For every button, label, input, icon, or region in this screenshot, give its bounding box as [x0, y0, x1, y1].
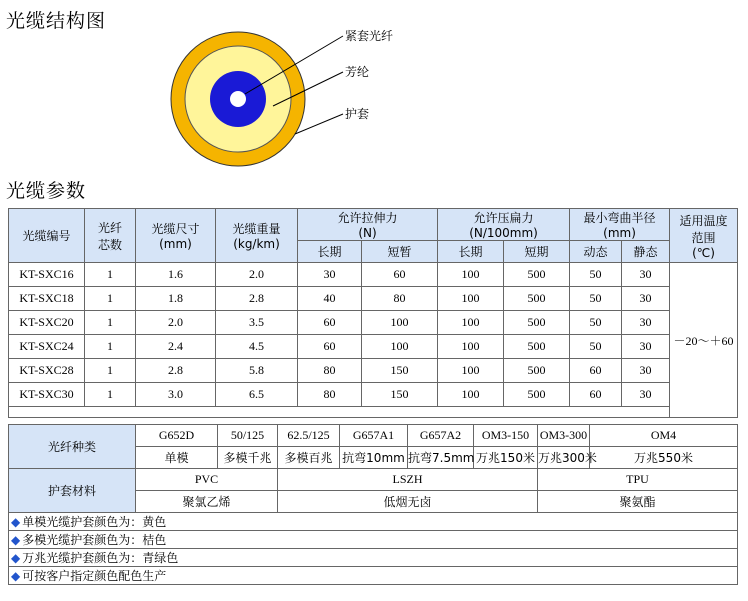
spec-table	[8, 208, 738, 418]
table-row: KT-SXC16 1 1.6 2.0 30 60 100 500 50 30 －20～＋60	[9, 263, 738, 287]
cable-structure-diagram	[165, 26, 425, 176]
header-size: 光缆尺寸 (mm)	[136, 209, 216, 263]
fiber-type-label: 光纤种类	[9, 425, 136, 469]
subheader-crush-short: 短期	[504, 241, 570, 263]
subheader-bend-static: 静态	[622, 241, 670, 263]
header-weight: 光缆重量 (kg/km)	[216, 209, 298, 263]
header-cores: 光纤 芯数	[85, 209, 136, 263]
fiber-core	[230, 91, 246, 107]
label-jacket: 护套	[345, 107, 370, 121]
jacket-material-label: 护套材料	[9, 469, 136, 513]
spacer-row	[9, 407, 738, 418]
table-row: KT-SXC20 1 2.0 3.5 60 100 100 500 50 30	[9, 311, 738, 335]
subheader-tensile-long: 长期	[298, 241, 362, 263]
table-row: KT-SXC24 1 2.4 4.5 60 100 100 500 50 30	[9, 335, 738, 359]
diamond-bullet-icon: ◆	[11, 551, 21, 565]
note-item: ◆ 可按客户指定颜色配色生产	[9, 567, 738, 585]
header-crush: 允许压扁力 (N/100mm)	[438, 209, 570, 241]
subheader-bend-dynamic: 动态	[570, 241, 622, 263]
table-row: KT-SXC28 1 2.8 5.8 80 150 100 500 60 30	[9, 359, 738, 383]
header-model: 光缆编号	[9, 209, 85, 263]
note-item: ◆ 多模光缆护套颜色为：桔色	[9, 531, 738, 549]
diamond-bullet-icon: ◆	[11, 515, 21, 529]
header-bend: 最小弯曲半径 (mm)	[570, 209, 670, 241]
diamond-bullet-icon: ◆	[11, 569, 21, 583]
params-title: 光缆参数	[6, 180, 87, 202]
material-table: 光纤种类 G652D 50/125 62.5/125 G657A1 G657A2 OM3-150 OM3-300 OM4 单模 多模千兆 多模百兆 抗弯10mm 抗弯7.5mm 万兆150米 万兆300米 万兆550米 护套材料 PVC LSZH TPU 聚氯乙烯 低烟无卤 聚氨酯 ◆ 单模光缆护套颜色为：黄色 ◆ 多模光缆护套颜色为：桔色 ◆ 万兆光缆护套颜色为：青绿色 ◆ 可按客户指定颜色配色生产	[8, 424, 738, 585]
subheader-tensile-short: 短暂	[362, 241, 438, 263]
note-item: ◆ 万兆光缆护套颜色为：青绿色	[9, 549, 738, 567]
structure-title: 光缆结构图	[6, 10, 107, 32]
table-row: KT-SXC18 1 1.8 2.8 40 80 100 500 50 30	[9, 287, 738, 311]
table-row: KT-SXC30 1 3.0 6.5 80 150 100 500 60 30	[9, 383, 738, 407]
subheader-crush-long: 长期	[438, 241, 504, 263]
label-aramid: 芳纶	[345, 65, 370, 79]
temp-range: －20～＋60	[670, 263, 738, 418]
note-item: ◆ 单模光缆护套颜色为：黄色	[9, 513, 738, 531]
header-tensile: 允许拉伸力 (N)	[298, 209, 438, 241]
label-tight-buffer: 紧套光纤	[345, 29, 394, 43]
header-temp: 适用温度 范围 (℃)	[670, 209, 738, 263]
diamond-bullet-icon: ◆	[11, 533, 21, 547]
